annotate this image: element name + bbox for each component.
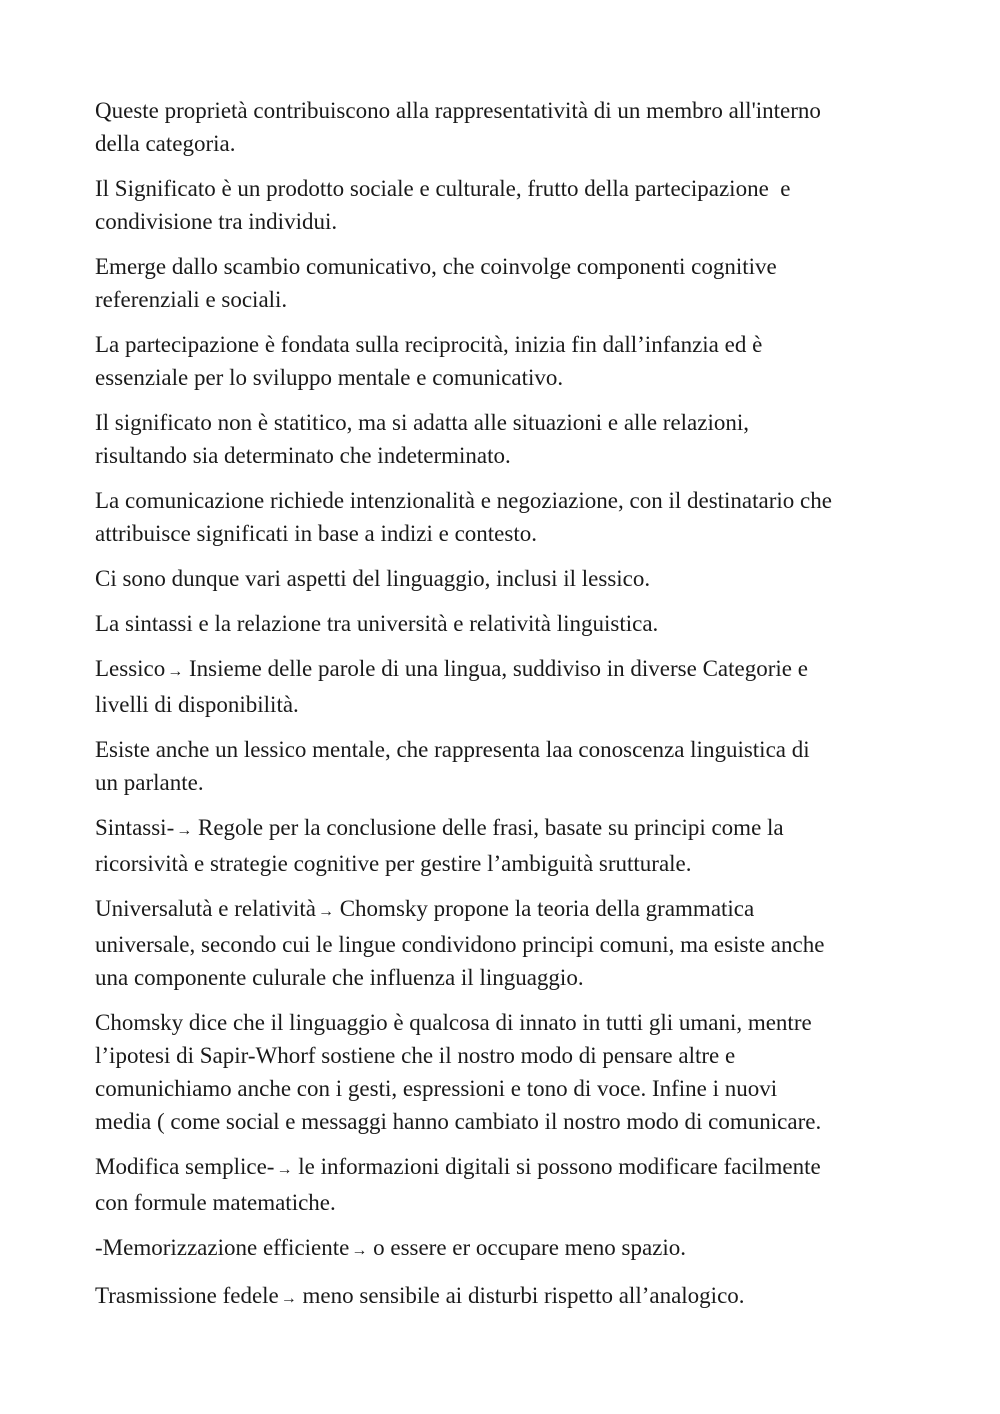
definition-text: le informazioni digitali si possono modificare facilmente (292, 1154, 821, 1179)
paragraph-line: Queste proprietà contribuiscono alla rappresentatività di un membro all'interno (95, 98, 821, 123)
paragraph-line (95, 811, 910, 847)
paragraph-7 (95, 562, 910, 595)
paragraph-2 (95, 172, 910, 238)
term-label: -Memorizzazione efficiente (95, 1235, 350, 1260)
paragraph-3 (95, 250, 910, 316)
paragraph-5 (95, 406, 910, 472)
paragraph-line: essenziale per lo sviluppo mentale e comunicativo. (95, 365, 564, 390)
paragraph-line (95, 892, 910, 928)
paragraph-line: condivisione tra individui. (95, 209, 338, 234)
paragraph-line: con formule matematiche. (95, 1190, 336, 1215)
term-label: Lessico (95, 656, 166, 681)
term-label: Trasmissione fedele (95, 1283, 279, 1308)
paragraph-8 (95, 607, 910, 640)
term-label: Modifica semplice- (95, 1154, 275, 1179)
term-label: Universalutà e relatività (95, 896, 316, 921)
term-label: Sintassi- (95, 815, 175, 840)
right-arrow-icon: → (176, 822, 193, 839)
paragraph-line: media ( come social e messaggi hanno cambiato il nostro modo di comunicare. (95, 1109, 822, 1134)
paragraph-13 (95, 1006, 910, 1138)
paragraph-line: Esiste anche un lessico mentale, che rappresenta laa conoscenza linguistica di (95, 737, 810, 762)
paragraph-line: l’ipotesi di Sapir-Whorf sostiene che il nostro modo di pensare altre e (95, 1043, 736, 1068)
paragraph-line: un parlante. (95, 770, 204, 795)
paragraph-line: della categoria. (95, 131, 236, 156)
paragraph-line: Il Significato è un prodotto sociale e culturale, frutto della partecipazione e (95, 176, 791, 201)
paragraph-line: livelli di disponibilità. (95, 692, 299, 717)
definition-text: Regole per la conclusione delle frasi, basate su principi come la (192, 815, 784, 840)
paragraph-line (95, 1279, 910, 1315)
definition-text: meno sensibile ai disturbi rispetto all’analogico. (296, 1283, 745, 1308)
definition-text: o essere er occupare meno spazio. (367, 1235, 687, 1260)
paragraph-line: referenziali e sociali. (95, 287, 288, 312)
paragraph-line: La comunicazione richiede intenzionalità e negoziazione, con il destinatario che (95, 488, 832, 513)
paragraph-9-lessico (95, 652, 910, 721)
paragraph-1 (95, 94, 910, 160)
paragraph-14-modifica (95, 1150, 910, 1219)
paragraph-line: risultando sia determinato che indeterminato. (95, 443, 511, 468)
right-arrow-icon: → (167, 663, 184, 680)
paragraph-line: attribuisce significati in base a indizi e contesto. (95, 521, 537, 546)
right-arrow-icon: → (280, 1290, 297, 1307)
paragraph-line: comunichiamo anche con i gesti, espressioni e tono di voce. Infine i nuovi (95, 1076, 778, 1101)
document-body (95, 94, 910, 1327)
right-arrow-icon: → (276, 1161, 293, 1178)
paragraph-4 (95, 328, 910, 394)
definition-text: Insieme delle parole di una lingua, suddiviso in diverse Categorie e (183, 656, 808, 681)
paragraph-line (95, 1231, 910, 1267)
paragraph-11-sintassi (95, 811, 910, 880)
paragraph-line: Emerge dallo scambio comunicativo, che coinvolge componenti cognitive (95, 254, 777, 279)
paragraph-15-memorizzazione (95, 1231, 910, 1267)
right-arrow-icon: → (317, 903, 334, 920)
paragraph-line: Chomsky dice che il linguaggio è qualcosa di innato in tutti gli umani, mentre (95, 1010, 812, 1035)
paragraph-line: ricorsività e strategie cognitive per gestire l’ambiguità srutturale. (95, 851, 692, 876)
paragraph-line: La partecipazione è fondata sulla reciprocità, inizia fin dall’infanzia ed è (95, 332, 763, 357)
paragraph-line: universale, secondo cui le lingue condividono principi comuni, ma esiste anche (95, 932, 825, 957)
paragraph-12-universalita (95, 892, 910, 994)
paragraph-line: Ci sono dunque vari aspetti del linguaggio, inclusi il lessico. (95, 566, 651, 591)
definition-text: Chomsky propone la teoria della grammatica (333, 896, 755, 921)
paragraph-line: La sintassi e la relazione tra università e relatività linguistica. (95, 611, 659, 636)
paragraph-line (95, 1150, 910, 1186)
right-arrow-icon: → (351, 1242, 368, 1259)
paragraph-6 (95, 484, 910, 550)
paragraph-line: Il significato non è statitico, ma si adatta alle situazioni e alle relazioni, (95, 410, 749, 435)
paragraph-16-trasmissione (95, 1279, 910, 1315)
paragraph-line (95, 652, 910, 688)
paragraph-line: una componente culurale che influenza il linguaggio. (95, 965, 584, 990)
paragraph-10 (95, 733, 910, 799)
